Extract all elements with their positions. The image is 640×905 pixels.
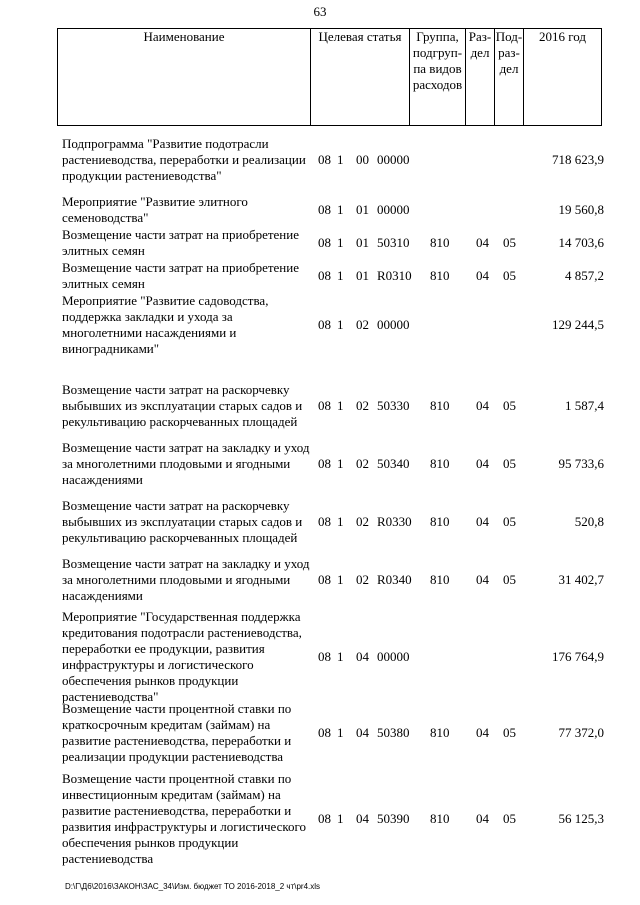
row-value-2016: 718 623,9: [552, 152, 604, 167]
code-c2: 1: [337, 152, 344, 167]
code-c2: 1: [337, 649, 344, 664]
code-c2: 1: [337, 514, 344, 529]
row-name-line: обеспечения рынков продукции: [62, 835, 239, 850]
row-value-2016: 56 125,3: [558, 811, 604, 826]
code-c1: 08: [318, 152, 331, 167]
row-name-line: инфраструктуры и логистического: [62, 657, 254, 672]
code-c3: 04: [356, 649, 369, 664]
row-name-line: Мероприятие "Государственная поддержка: [62, 609, 301, 624]
code-rz: 04: [476, 572, 489, 587]
code-c2: 1: [337, 456, 344, 471]
code-c4: 00000: [377, 317, 410, 332]
code-pr: 05: [503, 514, 516, 529]
table-row: [0, 382, 640, 430]
header-year: 2016 год: [524, 29, 602, 126]
code-pr: 05: [503, 811, 516, 826]
table-row: [0, 136, 640, 184]
code-grp: 810: [430, 811, 450, 826]
row-name-line: переработки ее продукции, развития: [62, 641, 265, 656]
code-c3: 02: [356, 456, 369, 471]
row-name-line: Возмещение части затрат на раскорчевку: [62, 498, 290, 513]
code-c1: 08: [318, 202, 331, 217]
code-c3: 01: [356, 202, 369, 217]
row-name-line: за многолетними плодовыми и ягодными: [62, 456, 291, 471]
code-c2: 1: [337, 268, 344, 283]
code-c3: 04: [356, 811, 369, 826]
code-rz: 04: [476, 456, 489, 471]
row-name: [62, 260, 312, 292]
code-c3: 01: [356, 235, 369, 250]
code-c3: 04: [356, 725, 369, 740]
table-row: [0, 194, 640, 226]
row-name-line: Возмещение части затрат на раскорчевку: [62, 382, 290, 397]
row-name-line: Возмещение части процентной ставки по: [62, 771, 292, 786]
table-row: [0, 260, 640, 292]
row-name: [62, 440, 312, 488]
table-row: [0, 498, 640, 546]
row-name-line: семеноводства": [62, 210, 149, 225]
code-grp: 810: [430, 514, 450, 529]
code-c1: 08: [318, 398, 331, 413]
code-c2: 1: [337, 811, 344, 826]
row-name-line: элитных семян: [62, 276, 145, 291]
code-rz: 04: [476, 725, 489, 740]
row-value-2016: 95 733,6: [558, 456, 604, 471]
code-c3: 02: [356, 317, 369, 332]
row-name-line: рекультивацию раскорчеванных площадей: [62, 414, 298, 429]
table-row: [0, 771, 640, 867]
table-row: [0, 440, 640, 488]
row-name: [62, 609, 312, 705]
code-pr: 05: [503, 456, 516, 471]
code-c1: 08: [318, 456, 331, 471]
row-name-line: поддержка закладки и ухода за: [62, 309, 233, 324]
row-name-line: развитие растениеводства, переработки и: [62, 733, 292, 748]
code-c1: 08: [318, 268, 331, 283]
code-c3: 02: [356, 572, 369, 587]
row-name-line: многолетними насаждениями и: [62, 325, 237, 340]
code-rz: 04: [476, 514, 489, 529]
code-grp: 810: [430, 725, 450, 740]
row-name-line: Возмещение части затрат на закладку и уход: [62, 556, 310, 571]
row-name-line: развития инфраструктуры и логистического: [62, 819, 307, 834]
table-header: [57, 28, 602, 126]
code-c1: 08: [318, 725, 331, 740]
row-value-2016: 129 244,5: [552, 317, 604, 332]
row-name-line: Возмещение части затрат на закладку и уход: [62, 440, 310, 455]
code-c4: 00000: [377, 152, 410, 167]
row-value-2016: 14 703,6: [558, 235, 604, 250]
code-c4: R0340: [377, 572, 412, 587]
row-name-line: Мероприятие "Развитие элитного: [62, 194, 248, 209]
row-name-line: реализации продукции растениеводства: [62, 749, 284, 764]
code-c4: R0330: [377, 514, 412, 529]
row-name-line: насаждениями: [62, 588, 143, 603]
row-name-line: Возмещение части процентной ставки по: [62, 701, 292, 716]
row-value-2016: 77 372,0: [558, 725, 604, 740]
code-pr: 05: [503, 235, 516, 250]
code-c4: 50310: [377, 235, 410, 250]
row-name: [62, 771, 312, 867]
code-pr: 05: [503, 725, 516, 740]
code-c2: 1: [337, 317, 344, 332]
code-c4: R0310: [377, 268, 412, 283]
code-c4: 50380: [377, 725, 410, 740]
row-name-line: обеспечения рынков продукции: [62, 673, 239, 688]
table-row: [0, 609, 640, 705]
code-grp: 810: [430, 398, 450, 413]
page-number: 63: [313, 4, 327, 19]
header-target-article: Целевая статья: [311, 29, 410, 126]
row-value-2016: 31 402,7: [558, 572, 604, 587]
table-row: [0, 227, 640, 259]
row-name-line: продукции растениеводства": [62, 168, 222, 183]
row-name-line: выбывших из эксплуатации старых садов и: [62, 398, 303, 413]
code-grp: 810: [430, 456, 450, 471]
header-group: Группа, подгруп- па видов расходов: [410, 29, 466, 126]
code-c3: 00: [356, 152, 369, 167]
code-pr: 05: [503, 572, 516, 587]
code-c1: 08: [318, 811, 331, 826]
code-grp: 810: [430, 235, 450, 250]
row-name-line: виноградниками": [62, 341, 160, 356]
code-c4: 00000: [377, 202, 410, 217]
row-value-2016: 520,8: [574, 514, 604, 529]
code-grp: 810: [430, 268, 450, 283]
table-row: [0, 556, 640, 604]
code-rz: 04: [476, 811, 489, 826]
row-name: [62, 194, 312, 226]
row-value-2016: 176 764,9: [552, 649, 604, 664]
header-razdel: Раз- дел: [466, 29, 495, 126]
row-name-line: инвестиционным кредитам (займам) на: [62, 787, 281, 802]
row-value-2016: 19 560,8: [558, 202, 604, 217]
row-name-line: насаждениями: [62, 472, 143, 487]
row-name-line: растениеводства, переработки и реализации: [62, 152, 306, 167]
file-path-footer: D:\Г\Д6\2016\ЗАКОН\ЗАС_34\Изм. бюджет ТО 2016-2018_2 чт\pr4.xls: [65, 882, 321, 891]
row-name-line: рекультивацию раскорчеванных площадей: [62, 530, 298, 545]
row-name-line: выбывших из эксплуатации старых садов и: [62, 514, 303, 529]
code-c1: 08: [318, 317, 331, 332]
code-rz: 04: [476, 235, 489, 250]
row-name-line: Мероприятие "Развитие садоводства,: [62, 293, 269, 308]
row-name-line: развитие растениеводства, переработки и: [62, 803, 292, 818]
row-name-line: растениеводства: [62, 851, 154, 866]
row-name: [62, 701, 312, 765]
row-name-line: Возмещение части затрат на приобретение: [62, 260, 299, 275]
code-pr: 05: [503, 268, 516, 283]
row-name-line: элитных семян: [62, 243, 145, 258]
code-c1: 08: [318, 235, 331, 250]
code-c1: 08: [318, 649, 331, 664]
row-value-2016: 4 857,2: [565, 268, 604, 283]
code-c3: 02: [356, 398, 369, 413]
row-name: [62, 293, 312, 357]
row-name: [62, 498, 312, 546]
code-c4: 00000: [377, 649, 410, 664]
code-grp: 810: [430, 572, 450, 587]
header-name: Наименование: [58, 29, 311, 126]
row-name-line: Подпрограмма "Развитие подотрасли: [62, 136, 269, 151]
code-c3: 02: [356, 514, 369, 529]
code-rz: 04: [476, 268, 489, 283]
code-rz: 04: [476, 398, 489, 413]
row-name-line: краткосрочным кредитам (займам) на: [62, 717, 271, 732]
row-name-line: растениеводства": [62, 689, 159, 704]
code-c2: 1: [337, 398, 344, 413]
code-c1: 08: [318, 514, 331, 529]
row-name: [62, 382, 312, 430]
code-c2: 1: [337, 235, 344, 250]
code-c4: 50340: [377, 456, 410, 471]
table-row: [0, 293, 640, 357]
code-c2: 1: [337, 725, 344, 740]
row-name: [62, 556, 312, 604]
code-c3: 01: [356, 268, 369, 283]
code-c2: 1: [337, 572, 344, 587]
code-c2: 1: [337, 202, 344, 217]
row-name-line: за многолетними плодовыми и ягодными: [62, 572, 291, 587]
row-value-2016: 1 587,4: [565, 398, 604, 413]
code-c4: 50330: [377, 398, 410, 413]
code-pr: 05: [503, 398, 516, 413]
row-name-line: кредитования подотрасли растениеводства,: [62, 625, 302, 640]
row-name: [62, 136, 312, 184]
table-row: [0, 701, 640, 765]
header-podrazdel: Под- раз- дел: [495, 29, 524, 126]
code-c1: 08: [318, 572, 331, 587]
row-name: [62, 227, 312, 259]
code-c4: 50390: [377, 811, 410, 826]
row-name-line: Возмещение части затрат на приобретение: [62, 227, 299, 242]
